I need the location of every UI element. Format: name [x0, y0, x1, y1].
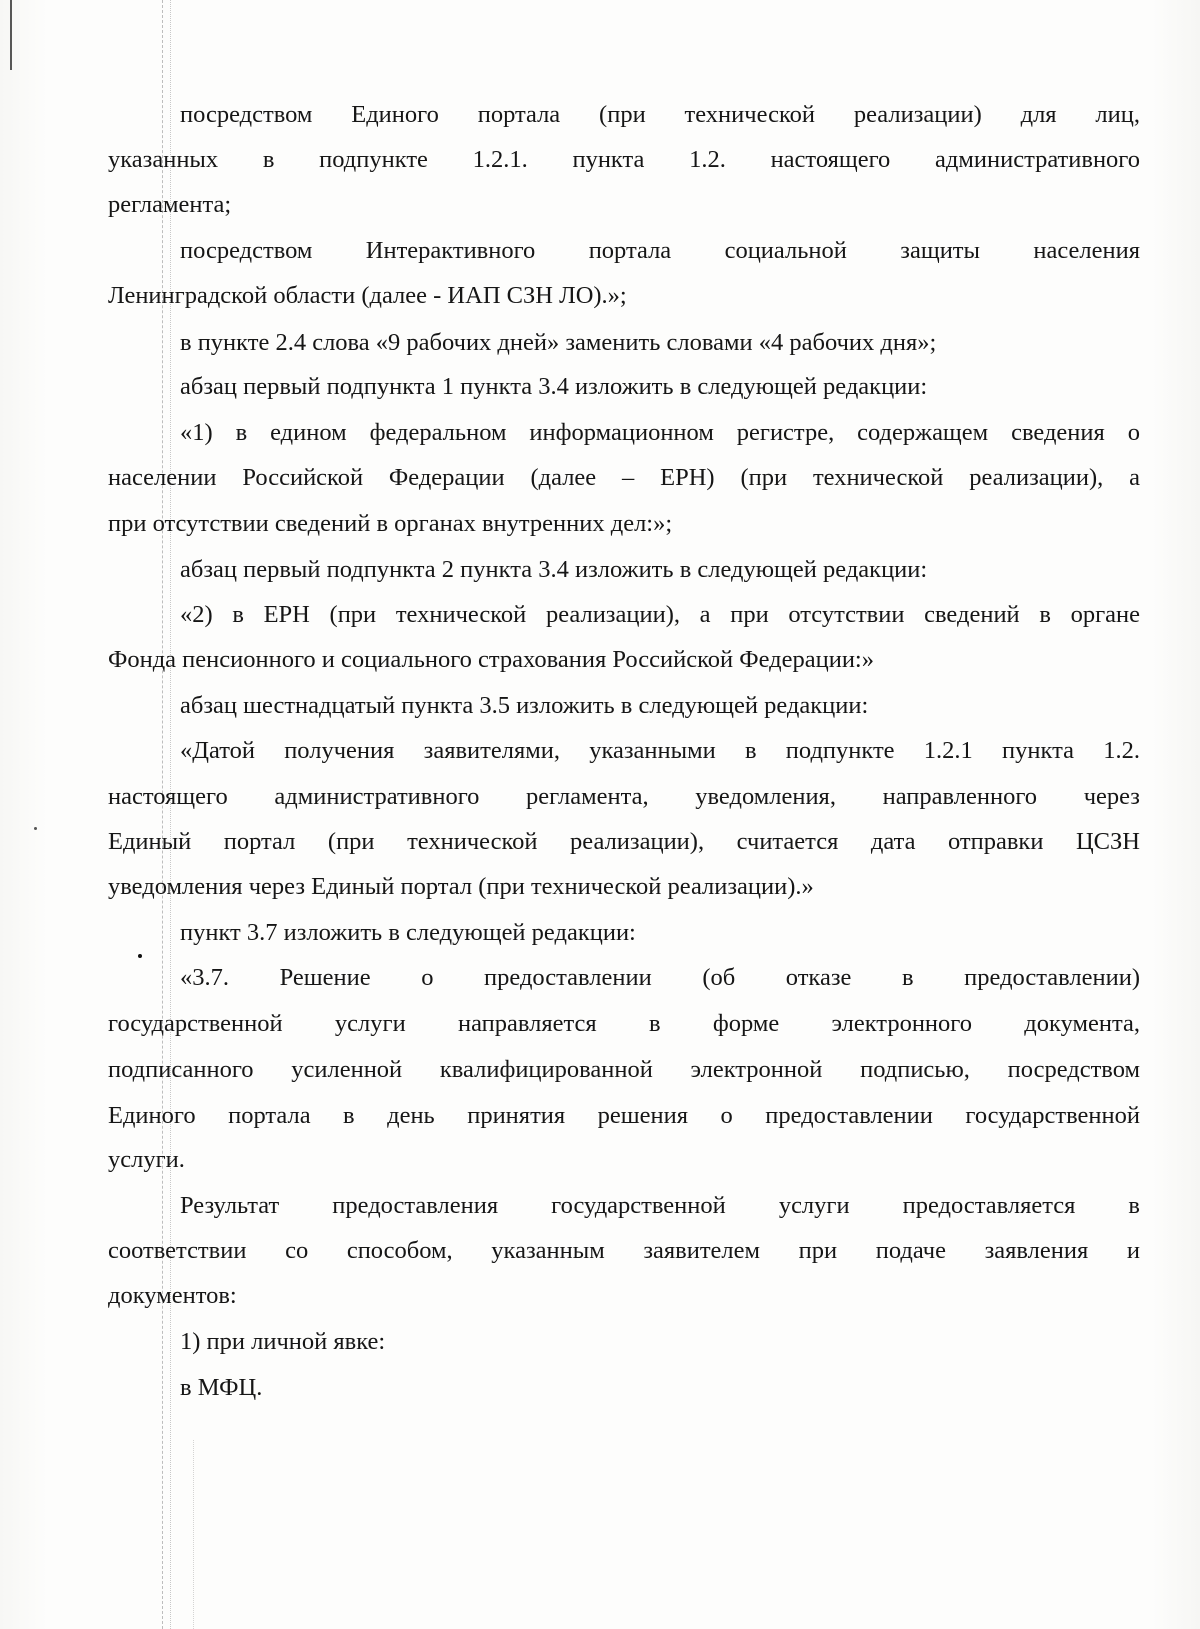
text-line: Фонда пенсионного и социального страхования Российской Федерации:» — [108, 646, 874, 673]
text-line: настоящего административного регламента, уведомления, направленного через — [108, 783, 1140, 810]
text-line: посредством Интерактивного портала социальной защиты населения — [180, 237, 1140, 264]
text-line: подписанного усиленной квалифицированной электронной подписью, посредством — [108, 1056, 1140, 1083]
text-line: в МФЦ. — [180, 1374, 263, 1401]
scan-speck — [138, 954, 142, 958]
text-line: документов: — [108, 1282, 237, 1309]
text-line: государственной услуги направляется в форме электронного документа, — [108, 1010, 1140, 1037]
binding-line-lower — [193, 1440, 194, 1629]
text-line: при отсутствии сведений в органах внутренних дел:»; — [108, 510, 673, 537]
text-line: Ленинградской области (далее - ИАП СЗН ЛО).»; — [108, 282, 627, 309]
text-line: Единого портала в день принятия решения о предоставлении государственной — [108, 1102, 1140, 1129]
text-line: 1) при личной явке: — [180, 1328, 386, 1355]
text-line: пункт 3.7 изложить в следующей редакции: — [180, 919, 636, 946]
text-line: в пункте 2.4 слова «9 рабочих дней» заменить словами «4 рабочих дня»; — [180, 329, 937, 356]
scan-speck — [34, 827, 37, 830]
text-line: «2) в ЕРН (при технической реализации), а при отсутствии сведений в органе — [180, 601, 1140, 628]
text-line: соответствии со способом, указанным заявителем при подаче заявления и — [108, 1237, 1140, 1264]
text-line: Единый портал (при технической реализации), считается дата отправки ЦСЗН — [108, 828, 1140, 855]
text-line: уведомления через Единый портал (при технической реализации).» — [108, 873, 814, 900]
text-line: услуги. — [108, 1146, 185, 1173]
text-line: «3.7. Решение о предоставлении (об отказе в предоставлении) — [180, 964, 1140, 991]
scan-edge-mark — [0, 0, 12, 70]
text-line: указанных в подпункте 1.2.1. пункта 1.2. настоящего административного — [108, 146, 1140, 173]
text-line: населении Российской Федерации (далее – ЕРН) (при технической реализации), а — [108, 464, 1140, 491]
text-line: посредством Единого портала (при технической реализации) для лиц, — [180, 101, 1140, 128]
text-line: Результат предоставления государственной услуги предоставляется в — [180, 1192, 1140, 1219]
text-line: абзац шестнадцатый пункта 3.5 изложить в следующей редакции: — [180, 692, 869, 719]
text-line: абзац первый подпункта 2 пункта 3.4 изложить в следующей редакции: — [180, 556, 928, 583]
text-line: «Датой получения заявителями, указанными в подпункте 1.2.1 пункта 1.2. — [180, 737, 1140, 764]
text-line: регламента; — [108, 191, 232, 218]
text-line: абзац первый подпункта 1 пункта 3.4 изложить в следующей редакции: — [180, 373, 928, 400]
text-line: «1) в едином федеральном информационном регистре, содержащем сведения о — [180, 419, 1140, 446]
